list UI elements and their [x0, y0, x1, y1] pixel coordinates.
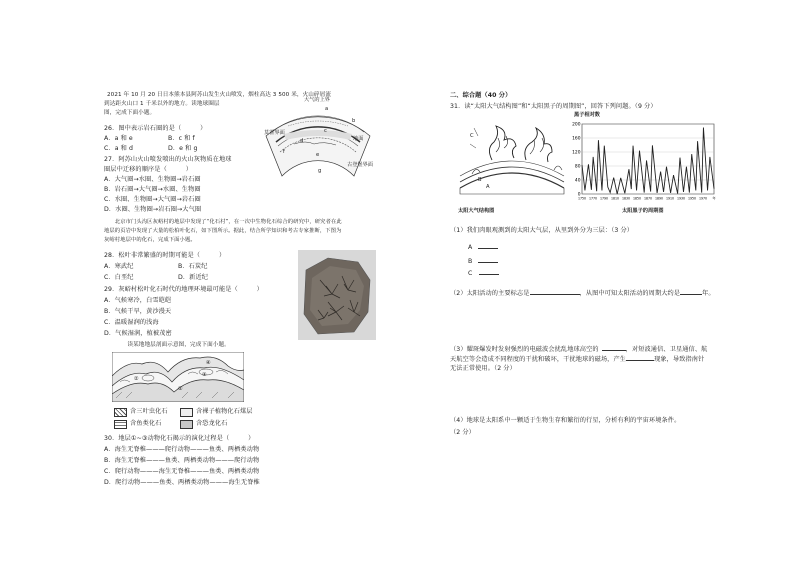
chart-y-tick-label: 120: [572, 150, 581, 156]
chart-x-tick-label: 1950: [687, 196, 697, 201]
legend-label-trilobite: 含三叶虫化石: [130, 408, 168, 415]
question-26: 26．图中表示岩石圈的是（ ）: [104, 125, 207, 132]
q27-option-d: D．水圈、生物圈→岩石圈→大气圈: [104, 206, 202, 213]
answer-blank-magnetic-storm[interactable]: [626, 354, 654, 361]
question-31-3-line2: [450, 354, 704, 364]
q30-option-d: D．爬行动物———鱼类、两栖类动物———海生无脊椎: [104, 479, 260, 486]
answer-blank-b[interactable]: [478, 256, 498, 263]
strata-label-3: ③: [202, 372, 207, 378]
chart-x-tick-label: 1870: [643, 196, 653, 201]
intro-line-1: 2021 年 10 月 20 日日本熊本县阿苏山发生火山喷发，烟柱高达 3 500 米，火山碎屑流: [107, 92, 332, 98]
diagram-label-b: b: [352, 118, 356, 124]
q26-option-d: D．e 和 g: [168, 145, 198, 152]
question-28: 28．松叶非常繁盛的时期可能是（ ）: [104, 252, 226, 259]
diagram-label-e: e: [316, 152, 320, 158]
chart-x-tick-label: 1790: [599, 196, 609, 201]
chart-y-axis-label: 黑子相对数: [574, 112, 600, 118]
question-31-4-line1: （4）地球是太阳系中一颗适于生物生存和繁衍的行星，分析有利的宇宙环境条件。: [450, 417, 681, 424]
question-30: 30．地层①~③动物化石揭示的演化过程是（ ）: [104, 435, 255, 442]
q30-option-b: B．海生无脊椎———鱼类、两栖类动物———爬行动物: [104, 457, 260, 464]
chart-x-tick-label: 1910: [665, 196, 675, 201]
chart-y-tick-label: 0: [577, 192, 581, 198]
legend-label-gymnosperm-coal: 含裸子植物化石煤层: [196, 408, 253, 415]
q30-option-a: A．海生无脊椎———爬行动物———鱼类、两栖类动物: [104, 446, 260, 453]
section-heading: 二、综合题（40 分）: [450, 92, 512, 99]
q28-option-b: B．石炭纪: [178, 263, 208, 270]
legend-label-dinosaur: 含恐龙化石: [196, 420, 228, 427]
strata-cross-section-diagram: [112, 352, 244, 402]
legend-swatch-fish: [114, 420, 127, 429]
diagram-label-g: g: [318, 168, 322, 174]
diagram-top-label: 大气的上界: [304, 97, 330, 103]
q3-text-d: 现象，导致指南针: [654, 356, 705, 363]
q28-option-d: D．新近纪: [178, 274, 209, 281]
answer-blank-period[interactable]: [680, 288, 702, 295]
q2-text-c: 年。: [702, 290, 715, 297]
intro-line-2: 到达距火山口 1 千米以外的地方。读地球圈层: [104, 101, 220, 107]
q3-text-a: （3）耀斑爆发时发射强烈的电磁波会扰乱地球高空的: [450, 346, 599, 353]
chart-x-tick-label: 1970: [698, 196, 708, 201]
question-31-3-line3: 无法正常使用。（2 分）: [450, 365, 516, 372]
pine-leaf-fossil-photo: [298, 250, 376, 340]
q26-option-a: A．a 和 e: [104, 135, 133, 142]
sun-atmosphere-diagram: [456, 118, 568, 198]
chart-x-tick-label: 1930: [676, 196, 686, 201]
q29-option-c: C．温暖湿润的浅海: [104, 319, 159, 326]
answer-line-b: [468, 256, 498, 266]
q26-option-b: B．c 和 f: [168, 135, 195, 142]
intro-line-4: 北京市门头沟区灰峪村的地层中发现了“化石村”，在一次中生物化石综合的研究中，研究者在此: [104, 219, 342, 225]
q2-text-b: ，从图中可知太阳活动的周期大约是: [579, 290, 681, 297]
legend-swatch-gymnosperm-coal: [180, 408, 193, 417]
answer-line-a-label: A: [468, 244, 473, 251]
q2-text-a: （2）太阳活动的主要标志是: [450, 290, 530, 297]
chart-y-tick-label: 200: [572, 122, 581, 128]
q27-option-a: A．大气圈→水圈、生物圈→岩石圈: [104, 176, 201, 183]
q3-text-b: ，对短波通信、卫星通信、航: [625, 346, 708, 353]
q27-option-c: C．水圈、生物圈→大气圈→岩石圈: [104, 196, 201, 203]
diagram-label-gutenberg: 古登堡界面: [347, 162, 373, 168]
chart-x-tick-label: 1830: [621, 196, 631, 201]
sun-layer-label-b: B: [478, 177, 482, 183]
chart-x-tick-label: 1770: [588, 196, 598, 201]
intro-line-7: 读某地地层剖面示意图，完成下面小题。: [116, 342, 230, 348]
answer-blank-c[interactable]: [479, 268, 499, 275]
question-31-3-line1: [450, 344, 707, 354]
answer-line-b-label: B: [468, 258, 473, 265]
legend-swatch-dinosaur: [180, 420, 193, 429]
chart-x-tick-label: 年: [712, 196, 716, 201]
answer-blank-a[interactable]: [478, 242, 498, 249]
q27-option-b: B．岩石圈→大气圈→水圈、生物圈: [104, 186, 201, 193]
answer-blank-ionosphere[interactable]: [602, 344, 626, 351]
strata-label-4: ④: [206, 360, 211, 366]
diagram-label-d: d: [300, 138, 304, 144]
question-31-1: （1）我们肉眼观测到的太阳大气层，从里到外分为三层：（3 分）: [450, 227, 634, 234]
legend-label-fish: 含鱼类化石: [130, 420, 162, 427]
q29-option-d: D．气候湿润，植被茂密: [104, 330, 172, 337]
diagram-label-c: c: [324, 128, 327, 134]
question-31-4-line2: （2 分）: [450, 429, 475, 436]
strata-label-1: ①: [178, 386, 183, 392]
sunspot-cycle-chart: [570, 112, 720, 212]
diagram-label-moho: 莫霍界面: [264, 130, 285, 136]
q26-option-c: C．a 和 d: [104, 145, 134, 152]
q3-text-c: 天航空等会造成不同程度的干扰和破坏，干扰地球的磁场，产生: [450, 356, 627, 363]
legend-swatch-trilobite: [114, 408, 127, 417]
chart-y-tick-label: 40: [574, 178, 581, 184]
sun-diagram-caption: 太阳大气结构图: [458, 208, 495, 214]
answer-line-c-label: C: [468, 270, 473, 277]
question-31-2: [450, 288, 715, 298]
chart-caption: 太阳黑子的周期图: [622, 208, 664, 214]
chart-x-tick-label: 1890: [654, 196, 664, 201]
q28-option-c: C．白垩纪: [104, 274, 134, 281]
strata-label-2: ②: [134, 376, 139, 382]
q29-option-a: A．气候寒冷，白雪皑皑: [104, 297, 172, 304]
question-31: 31．读“太阳大气结构图”和“太阳黑子的周期图”，回答下列问题。（9 分）: [450, 103, 657, 110]
sunspot-series-line: [582, 128, 714, 195]
question-27-line1: 27．阿苏山火山喷发喷出的火山灰物质在地球: [104, 156, 232, 163]
question-27-line2: 圈层中迁移的顺序是（ ）: [104, 166, 193, 173]
sun-layer-label-c: C: [470, 133, 474, 139]
chart-x-tick-label: 1750: [577, 196, 587, 201]
intro-line-3: 图，完成下面小题。: [104, 110, 156, 116]
chart-x-tick-label: 1810: [610, 196, 620, 201]
answer-line-c: [468, 268, 499, 278]
q29-option-b: B．气候干旱，黄沙漫天: [104, 308, 172, 315]
diagram-label-surface: 地面: [353, 136, 364, 142]
answer-line-a: [468, 242, 498, 252]
chart-x-tick-label: 1850: [632, 196, 642, 201]
q30-option-c: C．爬行动物———海生无脊椎———鱼类、两栖类动物: [104, 468, 260, 475]
answer-blank-sign[interactable]: [530, 288, 580, 295]
diagram-label-a: a: [325, 106, 329, 112]
question-29: 29．灰峪村松叶化石时代的地理环境最可能是（ ）: [104, 286, 263, 293]
intro-line-5: 地层的页岩中发现了大量的松柏叶化石，如下图所示。据此，结合所学知识和考古专家推断，下图为: [104, 228, 342, 234]
sun-layer-label-a: A: [486, 184, 490, 190]
chart-y-tick-label: 160: [572, 136, 581, 142]
intro-line-6: 灰峪村地层中的化石，完成下面小题。: [104, 237, 196, 243]
chart-y-tick-label: 80: [574, 164, 581, 170]
diagram-label-f: f: [283, 149, 285, 155]
q28-option-a: A．寒武纪: [104, 263, 134, 270]
